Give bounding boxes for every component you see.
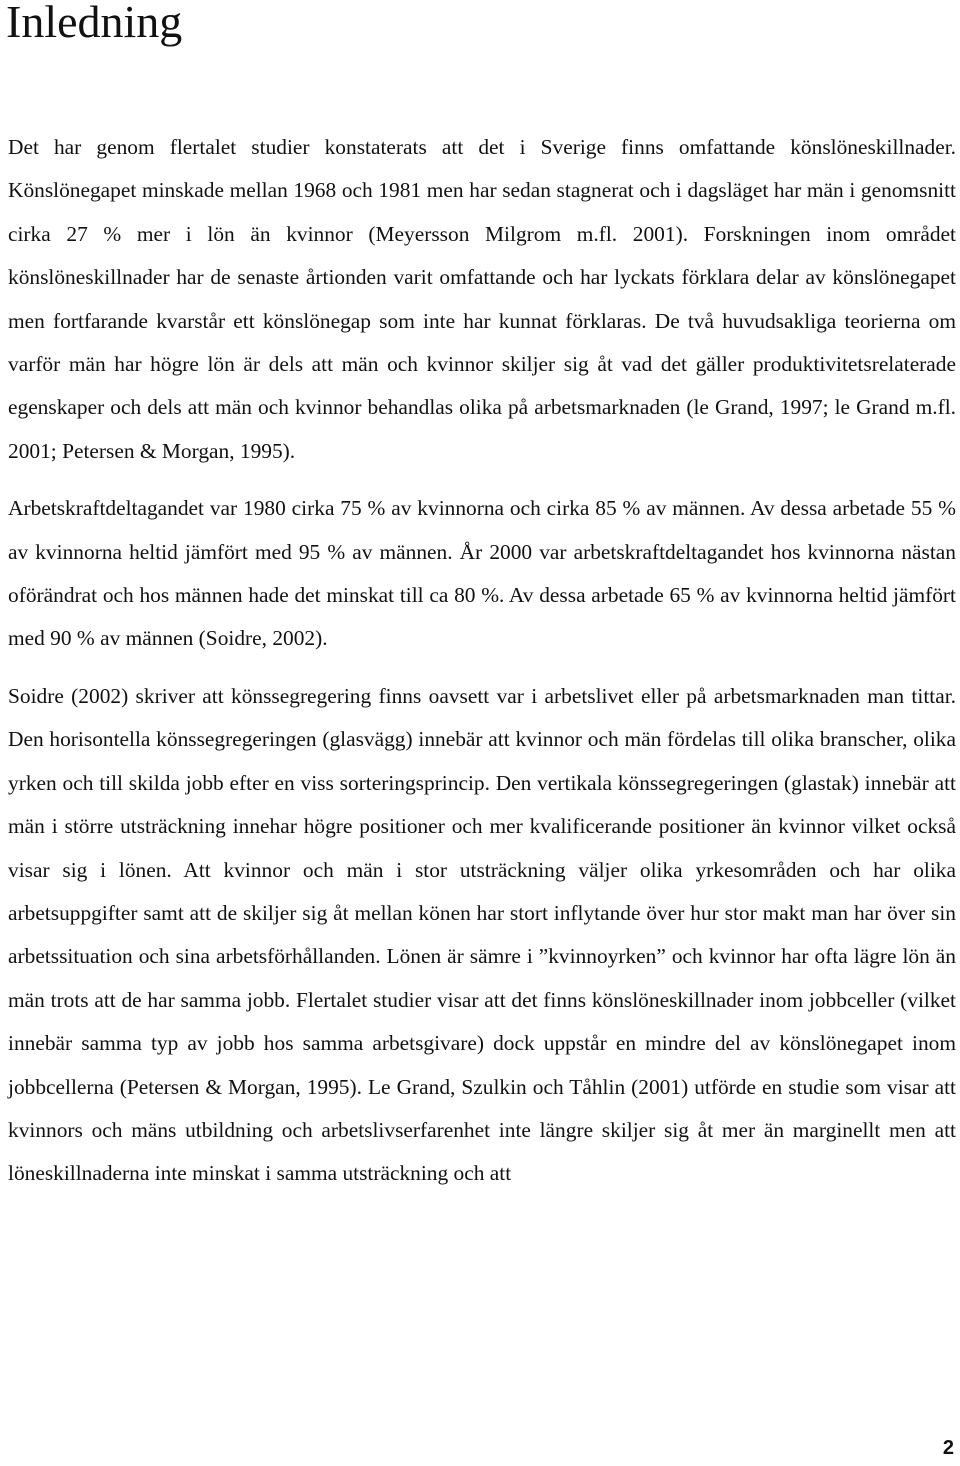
paragraph-gender-segregation: Soidre (2002) skriver att könssegregering finns oavsett var i arbetslivet eller på arbetsmarknaden man tittar. Den horisontella könssegregeringen (glasvägg) innebär att kvinnor och män fördelas till olika branscher, olika yrken och till skilda jobb efter en viss sorteringsprincip. Den vertikala könssegregeringen (glastak) innebär att män i större utsträckning innehar högre positioner och mer kvalificerande positioner än kvinnor vilket också visar sig i lönen. Att kvinnor och män i stor utsträckning väljer olika yrkesområden och har olika arbetsuppgifter samt att de skiljer sig åt mellan könen har stort inflytande över hur stor makt man har över sin arbetssituation och sina arbetsförhållanden. Lönen är sämre i ”kvinnoyrken” och kvinnor har ofta lägre lön än män trots att de har samma jobb. Flertalet studier visar att det finns könslöneskillnader inom jobbceller (vilket innebär samma typ av jobb hos samma arbetsgivare) dock uppstår en mindre del av könslönegapet inom jobbcellerna (Petersen & Morgan, 1995). Le Grand, Szulkin och Tåhlin (2001) utförde en studie som visar att kvinnors och mäns utbildning och arbetslivserfarenhet inte längre skiljer sig åt mer än marginellt men att löneskillnaderna inte minskat i samma utsträckning och att [8, 683, 956, 1186]
paragraph-gender-pay-gap: Det har genom flertalet studier konstaterats att det i Sverige finns omfattande könslöneskillnader. Könslönegapet minskade mellan 1968 och 1981 men har sedan stagnerat och i dagsläget har män i genomsnitt cirka 27 % mer i lön än kvinnor (Meyersson Milgrom m.fl. 2001). Forskningen inom området könslöneskillnader har de senaste årtionden varit omfattande och har lyckats förklara delar av könslönegapet men fortfarande kvarstår ett könslönegap som inte har kunnat förklaras. De två huvudsakliga teorierna om varför män har högre lön är dels att män och kvinnor skiljer sig åt vad det gäller produktivitetsrelaterade egenskaper och dels att män och kvinnor behandlas olika på arbetsmarknaden (le Grand, 1997; le Grand m.fl. 2001; Petersen & Morgan, 1995). [8, 135, 956, 463]
body-text [8, 126, 956, 1210]
paragraph-labor-force-participation: Arbetskraftdeltagandet var 1980 cirka 75 % av kvinnorna och cirka 85 % av männen. Av dessa arbetade 55 % av kvinnorna heltid jämfört med 95 % av männen. År 2000 var arbetskraftdeltagandet hos kvinnorna nästan oförändrat och hos männen hade det minskat till ca 80 %. Av dessa arbetade 65 % av kvinnorna heltid jämfört med 90 % av männen (Soidre, 2002). [8, 496, 956, 651]
page-number: 2 [942, 1437, 954, 1459]
page-title: Inledning [6, 0, 183, 47]
